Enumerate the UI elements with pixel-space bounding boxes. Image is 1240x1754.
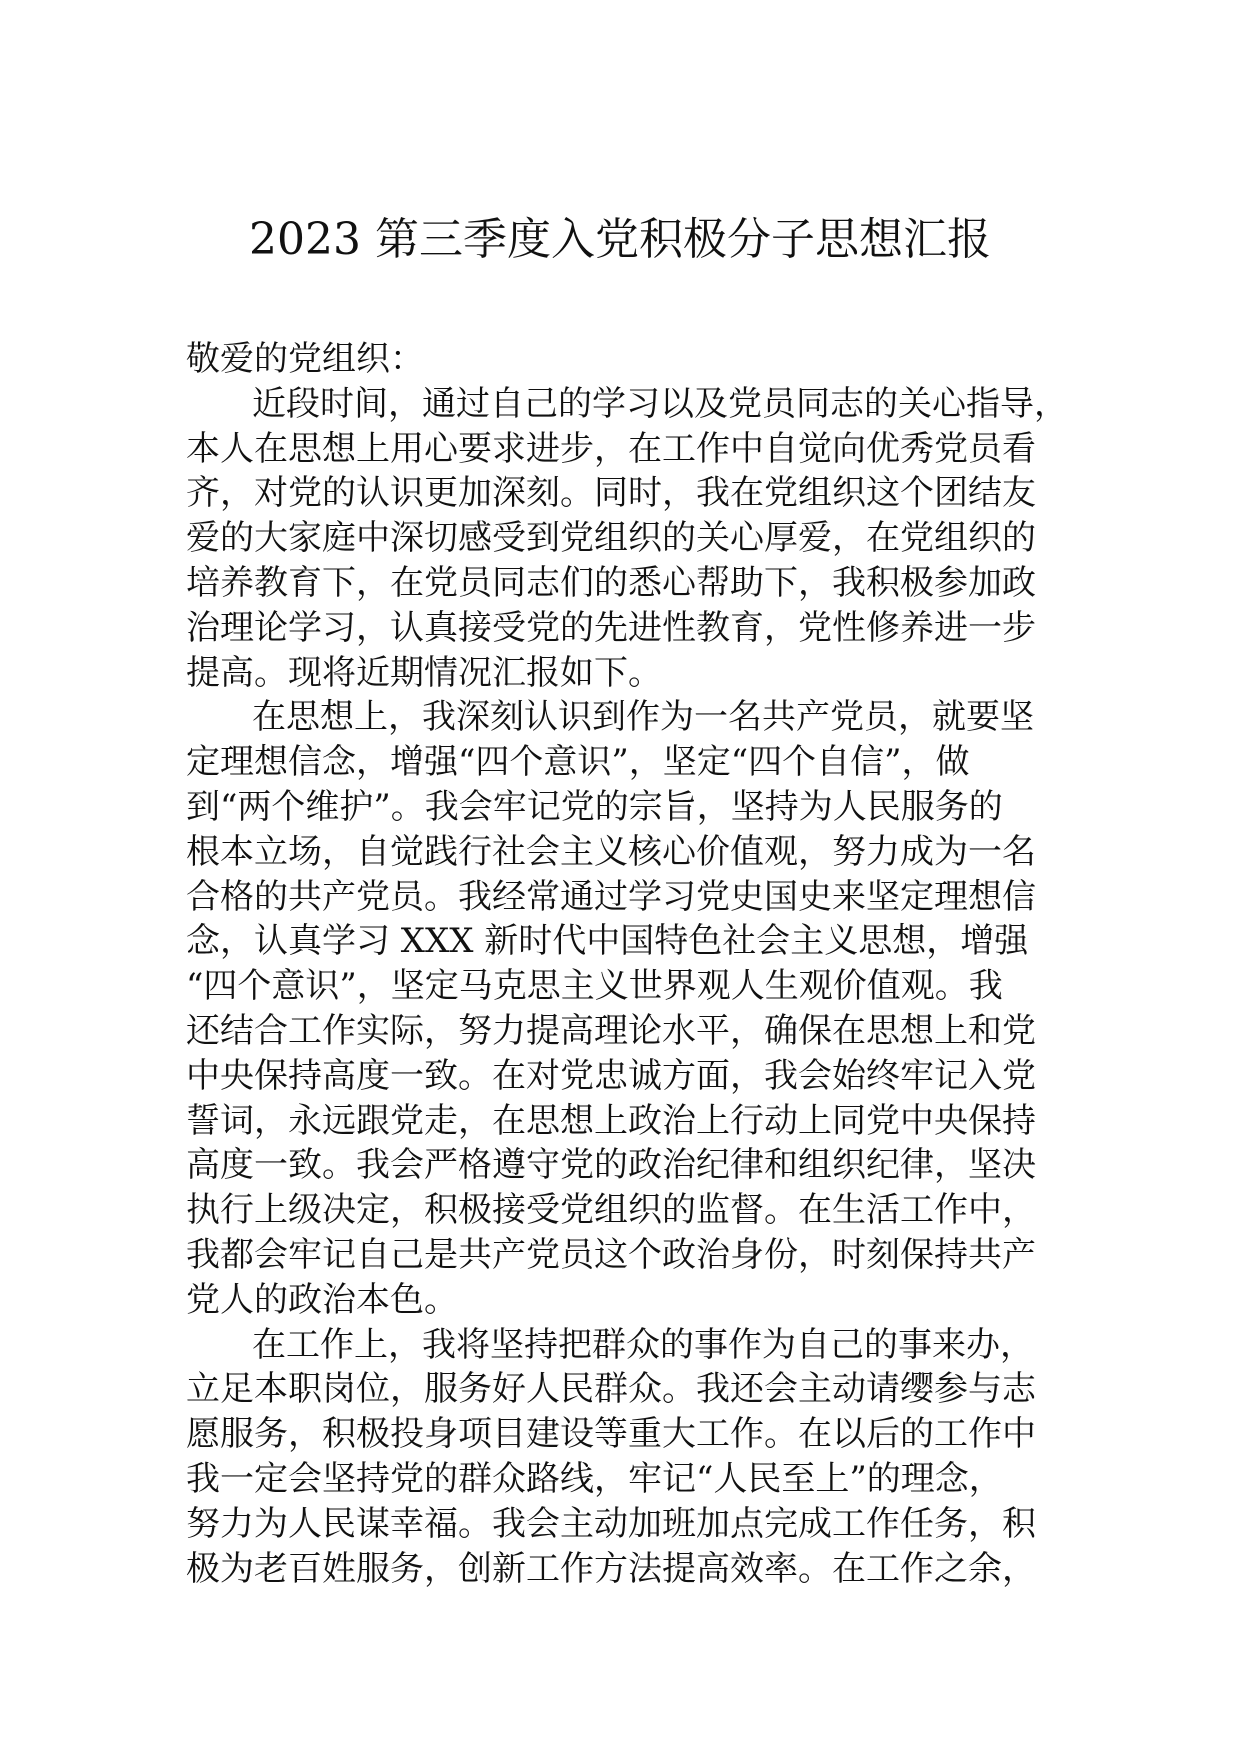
body-line: 在思想上，我深刻认识到作为一名共产党员，就要坚	[252, 697, 1034, 738]
body-line: “四个意识”，坚定马克思主义世界观人生观价值观。我	[186, 966, 1003, 1007]
body-line: 治理论学习，认真接受党的先进性教育，党性修养进一步	[186, 607, 1036, 648]
body-line: 齐，对党的认识更加深刻。同时，我在党组织这个团结友	[186, 473, 1036, 514]
body-line: 中央保持高度一致。在对党忠诚方面，我会始终牢记入党	[186, 1055, 1036, 1096]
body-line: 念，认真学习 XXX 新时代中国特色社会主义思想，增强	[186, 921, 1029, 962]
body-line: 到“两个维护”。我会牢记党的宗旨，坚持为人民服务的	[186, 786, 1003, 827]
body-line: 还结合工作实际，努力提高理论水平，确保在思想上和党	[186, 1010, 1036, 1051]
body-line: 培养教育下，在党员同志们的悉心帮助下，我积极参加政	[186, 562, 1036, 603]
body-line: 努力为人民谋幸福。我会主动加班加点完成工作任务，积	[186, 1503, 1036, 1544]
body-line: 根本立场，自觉践行社会主义核心价值观，努力成为一名	[186, 831, 1036, 872]
body-line: 我一定会坚持党的群众路线，牢记“人民至上”的理念，	[186, 1458, 1003, 1499]
document-body	[186, 337, 1066, 1591]
document-title: 2023 第三季度入党积极分子思想汇报	[249, 214, 991, 265]
body-line: 愿服务，积极投身项目建设等重大工作。在以后的工作中	[186, 1414, 1036, 1455]
salutation: 敬爱的党组织：	[186, 339, 424, 379]
body-line: 我都会牢记自己是共产党员这个政治身份，时刻保持共产	[186, 1234, 1036, 1275]
body-line: 爱的大家庭中深切感受到党组织的关心厚爱，在党组织的	[186, 518, 1036, 559]
body-line: 本人在思想上用心要求进步，在工作中自觉向优秀党员看	[186, 428, 1036, 469]
body-line: 党人的政治本色。	[186, 1279, 458, 1320]
body-line: 执行上级决定，积极接受党组织的监督。在生活工作中，	[186, 1190, 1036, 1231]
body-line: 立足本职岗位，服务好人民群众。我还会主动请缨参与志	[186, 1369, 1036, 1410]
body-line: 高度一致。我会严格遵守党的政治纪律和组织纪律，坚决	[186, 1145, 1036, 1186]
body-line: 近段时间，通过自己的学习以及党员同志的关心指导，	[252, 383, 1068, 424]
body-line: 定理想信念，增强“四个意识”，坚定“四个自信”，做	[186, 742, 970, 783]
body-line: 提高。现将近期情况汇报如下。	[186, 652, 662, 693]
body-lines	[186, 382, 1066, 1592]
body-line: 合格的共产党员。我经常通过学习党史国史来坚定理想信	[186, 876, 1036, 917]
body-line: 极为老百姓服务，创新工作方法提高效率。在工作之余，	[186, 1548, 1036, 1589]
body-line: 誓词，永远跟党走，在思想上政治上行动上同党中央保持	[186, 1100, 1036, 1141]
body-line: 在工作上，我将坚持把群众的事作为自己的事来办，	[252, 1324, 1034, 1365]
